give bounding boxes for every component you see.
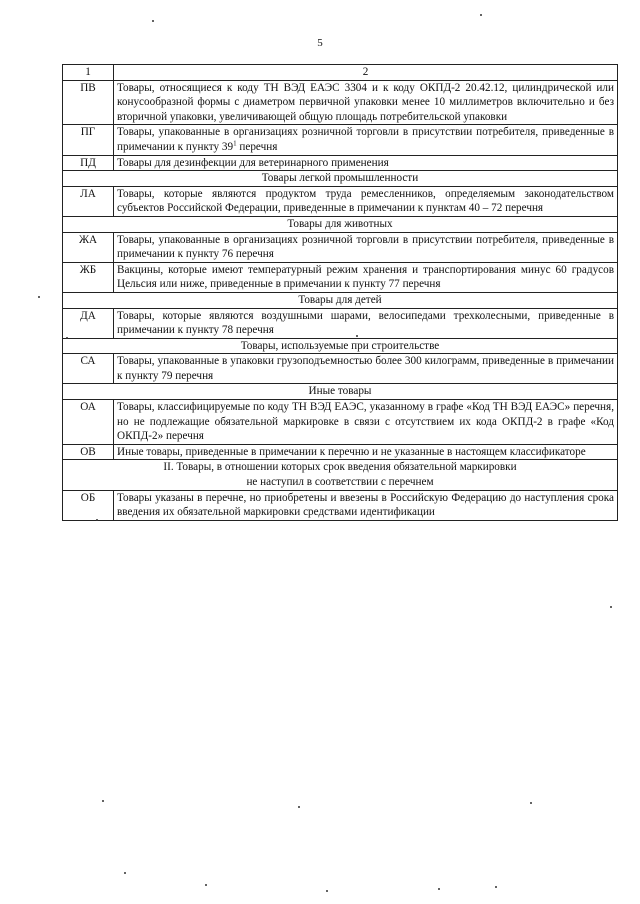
section-row [63,384,618,400]
table-header-row [63,65,618,81]
scan-speck [326,890,328,892]
row-code: ПГ [63,125,114,155]
table-row [63,125,618,155]
table-row [63,444,618,460]
row-description: Товары указаны в перечне, но приобретены и ввезены в Российскую Федерацию до наступления срока введения их обязательной маркировки средствами идентификации [114,490,618,520]
scan-speck [298,806,300,808]
scan-speck [102,800,104,802]
section-heading: Товары, используемые при строительстве [63,338,618,354]
scan-speck [124,872,126,874]
scan-speck [480,14,482,16]
row-description: Товары, упакованные в организациях розничной торговли в присутствии потребителя, приведенные в примечании к пункту 76 перечня [114,232,618,262]
section-heading: Товары для детей [63,292,618,308]
row-description: Товары для дезинфекции для ветеринарного применения [114,155,618,171]
row-code: ЛА [63,186,114,216]
column-header-code: 1 [63,65,114,81]
section-row [63,460,618,490]
page-number: 5 [317,37,323,49]
row-description: Товары, упакованные в упаковки грузоподъемностью более 300 килограмм, приведенные в примечании к пункту 79 перечня [114,354,618,384]
section-heading-line-2: не наступил в соответствии с перечнем [246,476,434,489]
row-description [114,125,618,155]
section-row [63,292,618,308]
section-heading: Иные товары [63,384,618,400]
row-code: СА [63,354,114,384]
table-row [63,186,618,216]
table-row [63,490,618,520]
section-heading: Товары для животных [63,216,618,232]
row-description: Товары, классифицируемые по коду ТН ВЭД ЕАЭС, указанному в графе «Код ТН ВЭД ЕАЭС» перечня, но не подлежащие обязательной маркировке в связи с отсутствием их кода ОКПД-2 в графе «Код ОКПД-2» перечня [114,400,618,445]
table-row [63,80,618,125]
table-row [63,155,618,171]
scan-speck [610,606,612,608]
row-code: ОВ [63,444,114,460]
table-row [63,262,618,292]
row-description: Товары, относящиеся к коду ТН ВЭД ЕАЭС 3304 и к коду ОКПД-2 20.42.12, цилиндрической или конусообразной формы с диаметром первичной упаковки менее 10 миллиметров включительно и без вторичной упаковки, увеличивающей общую площадь потребительской упаковки [114,80,618,125]
table-row [63,400,618,445]
row-description: Иные товары, приведенные в примечании к перечню и не указанные в настоящем классификаторе [114,444,618,460]
row-code: ОА [63,400,114,445]
column-header-description: 2 [114,65,618,81]
row-code: ЖБ [63,262,114,292]
table-row [63,232,618,262]
footnote-superscript: 1 [233,139,237,148]
section-row [63,216,618,232]
row-description: Товары, которые являются продуктом труда ремесленников, определяемым законодательством субъектов Российской Федерации, приведенные в примечании к пунктам 40 – 72 перечня [114,186,618,216]
section-heading: Товары легкой промышленности [63,171,618,187]
section-row [63,338,618,354]
section-row [63,171,618,187]
scan-speck [66,337,68,339]
scan-speck [438,888,440,890]
row-code: ДА [63,308,114,338]
scan-speck [530,802,532,804]
row-description: Товары, которые являются воздушными шарами, велосипедами трехколесными, приведенные в примечании к пункту 78 перечня [114,308,618,338]
row-code: ПД [63,155,114,171]
scan-speck [356,335,358,337]
scan-speck [152,20,154,22]
scan-speck [96,519,98,521]
section-heading [63,460,618,490]
scan-speck [205,884,207,886]
scan-speck [38,296,40,298]
scan-speck [495,886,497,888]
row-description-text-end: перечня [236,140,278,153]
row-description: Вакцины, которые имеют температурный режим хранения и транспортирования минус 60 градусов Цельсия или ниже, приведенные в примечании к пункту 77 перечня [114,262,618,292]
table-row [63,308,618,338]
goods-classifier-table [62,64,618,521]
table-row [63,354,618,384]
row-code: ЖА [63,232,114,262]
row-description-text: Товары, упакованные в организациях розничной торговли в присутствии потребителя, приведенные в примечании к пункту 39 [117,126,614,153]
row-code: ОБ [63,490,114,520]
section-heading-line-1: II. Товары, в отношении которых срок введения обязательной маркировки [163,461,517,474]
row-code: ПВ [63,80,114,125]
